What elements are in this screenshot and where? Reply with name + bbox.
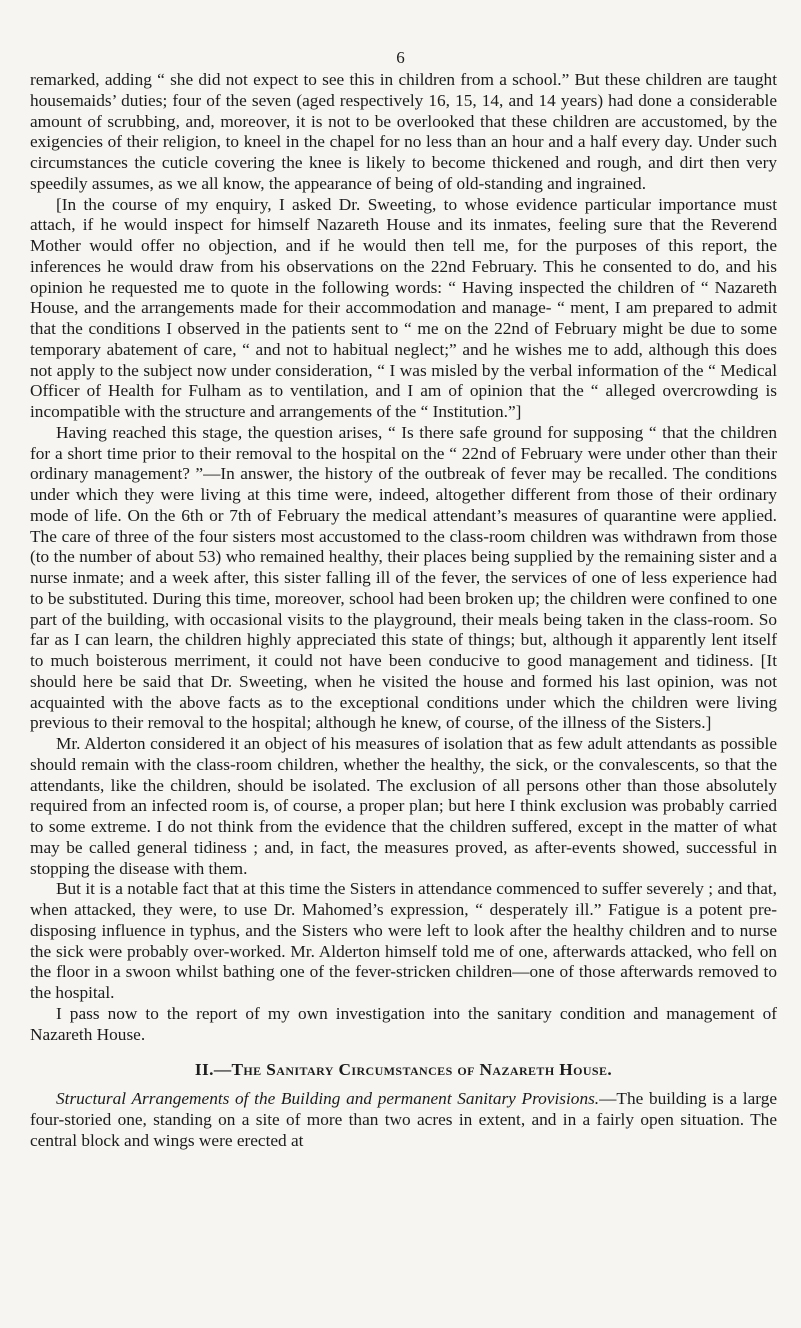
section-paragraph	[30, 1089, 777, 1151]
paragraph-2: [In the course of my enquiry, I asked Dr. Sweeting, to whose evidence particular importance must attach, if he would inspect for himself Nazareth House and its inmates, feeling sure that the Reverend Mother would offer no objection, and if he would then tell me, for the purposes of this report, the inferences he would draw from his observations on the 22nd February. This he consented to do, and his opinion he requested me to quote in the following words: “ Having inspected the children of “ Nazareth House, and the arrangements made for their accommodation and manage- “ ment, I am prepared to admit that the conditions I observed in the patients sent to “ me on the 22nd of February might be due to some temporary abatement of care, “ and not to habitual neglect;” and he wishes me to add, although this does not apply to the subject now under consideration, “ I was misled by the verbal information of the “ Medical Officer of Health for Fulham as to ventilation, and I am of opinion that the “ alleged overcrowding is incompatible with the structure and arrangements of the “ Institution.”]	[30, 194, 777, 421]
body-text	[30, 70, 777, 1152]
paragraph-3: Having reached this stage, the question arises, “ Is there safe ground for supposing “ that the children for a short time prior to their removal to the hospital on the “ 22nd of February were under other than their ordinary management? ”—In answer, the history of the outbreak of fever may be recalled. The conditions under which they were living at this time were, indeed, altogether different from those of their ordinary mode of life. On the 6th or 7th of February the medical attendant’s measures of quarantine were applied. The care of three of the four sisters most accustomed to the class-room children was withdrawn from those (to the number of about 53) who remained healthy, their places being supplied by the remaining sister and a nurse inmate; and a week after, this sister falling ill of the fever, the services of one of less experience had to be substituted. During this time, moreover, school had been broken up; the children were confined to one part of the building, with occasional visits to the playground, their meals being taken in the class-room. So far as I can learn, the children highly appreciated this state of things; but, although it apparently lent itself to much boisterous merriment, it could not have been conducive to good management and tidiness. [It should here be said that Dr. Sweeting, when he visited the house and formed his last opinion, was not acquainted with the above facts as to the exceptional conditions under which the children were living previous to their removal to the hospital; although he knew, of course, of the illness of the Sisters.]	[30, 422, 777, 733]
paragraph-6: I pass now to the report of my own investigation into the sanitary condition and management of Nazareth House.	[30, 1003, 777, 1044]
page-number: 6	[396, 48, 405, 67]
section-paragraph-lead: Structural Arrangements of the Building and permanent Sanitary Provisions.	[56, 1089, 600, 1109]
section-paragraph-text: —The building is a large four-storied one, standing on a site of more than two acres in extent, and in a fairly open situation. The central block and wings were erected at	[30, 1089, 777, 1150]
section-heading: II.—The Sanitary Circumstances of Nazareth House.	[194, 1060, 613, 1080]
paragraph-4: Mr. Alderton considered it an object of his measures of isolation that as few adult attendants as possible should remain with the class-room children, whether the healthy, the sick, or the convalescents, so that the attendants, like the children, should be isolated. The exclusion of all persons other than those absolutely required from an infected room is, of course, a proper plan; but here I think exclusion was probably carried to some extreme. I do not think from the evidence that the children suffered, except in the matter of what may be called general tidiness ; and, in fact, the measures proved, as after-events showed, successful in stopping the disease with them.	[30, 734, 777, 878]
paragraph-5: But it is a notable fact that at this time the Sisters in attendance commenced to suffer severely ; and that, when attacked, they were, to use Dr. Mahomed’s expression, “ desperately ill.” Fatigue is a potent pre-disposing influence in typhus, and the Sisters who were left to look after the healthy children and to nurse the sick were probably over-worked. Mr. Alderton himself told me of one, afterwards attacked, who fell on the floor in a swoon whilst bathing one of the fever-stricken children—one of those afterwards removed to the hospital.	[30, 879, 777, 1002]
paragraph-1: remarked, adding “ she did not expect to see this in children from a school.” But these children are taught housemaids’ duties; four of the seven (aged respectively 16, 15, 14, and 14 years) had done a considerable amount of scrubbing, and, moreover, it is not to be overlooked that these children are accustomed, by the exigencies of their religion, to kneel in the chapel for no less than an hour and a half every day. Under such circumstances the cuticle covering the knee is likely to become thickened and rough, and dirt then very speedily assumes, as we all know, the appearance of being of old-standing and ingrained.	[30, 70, 777, 193]
